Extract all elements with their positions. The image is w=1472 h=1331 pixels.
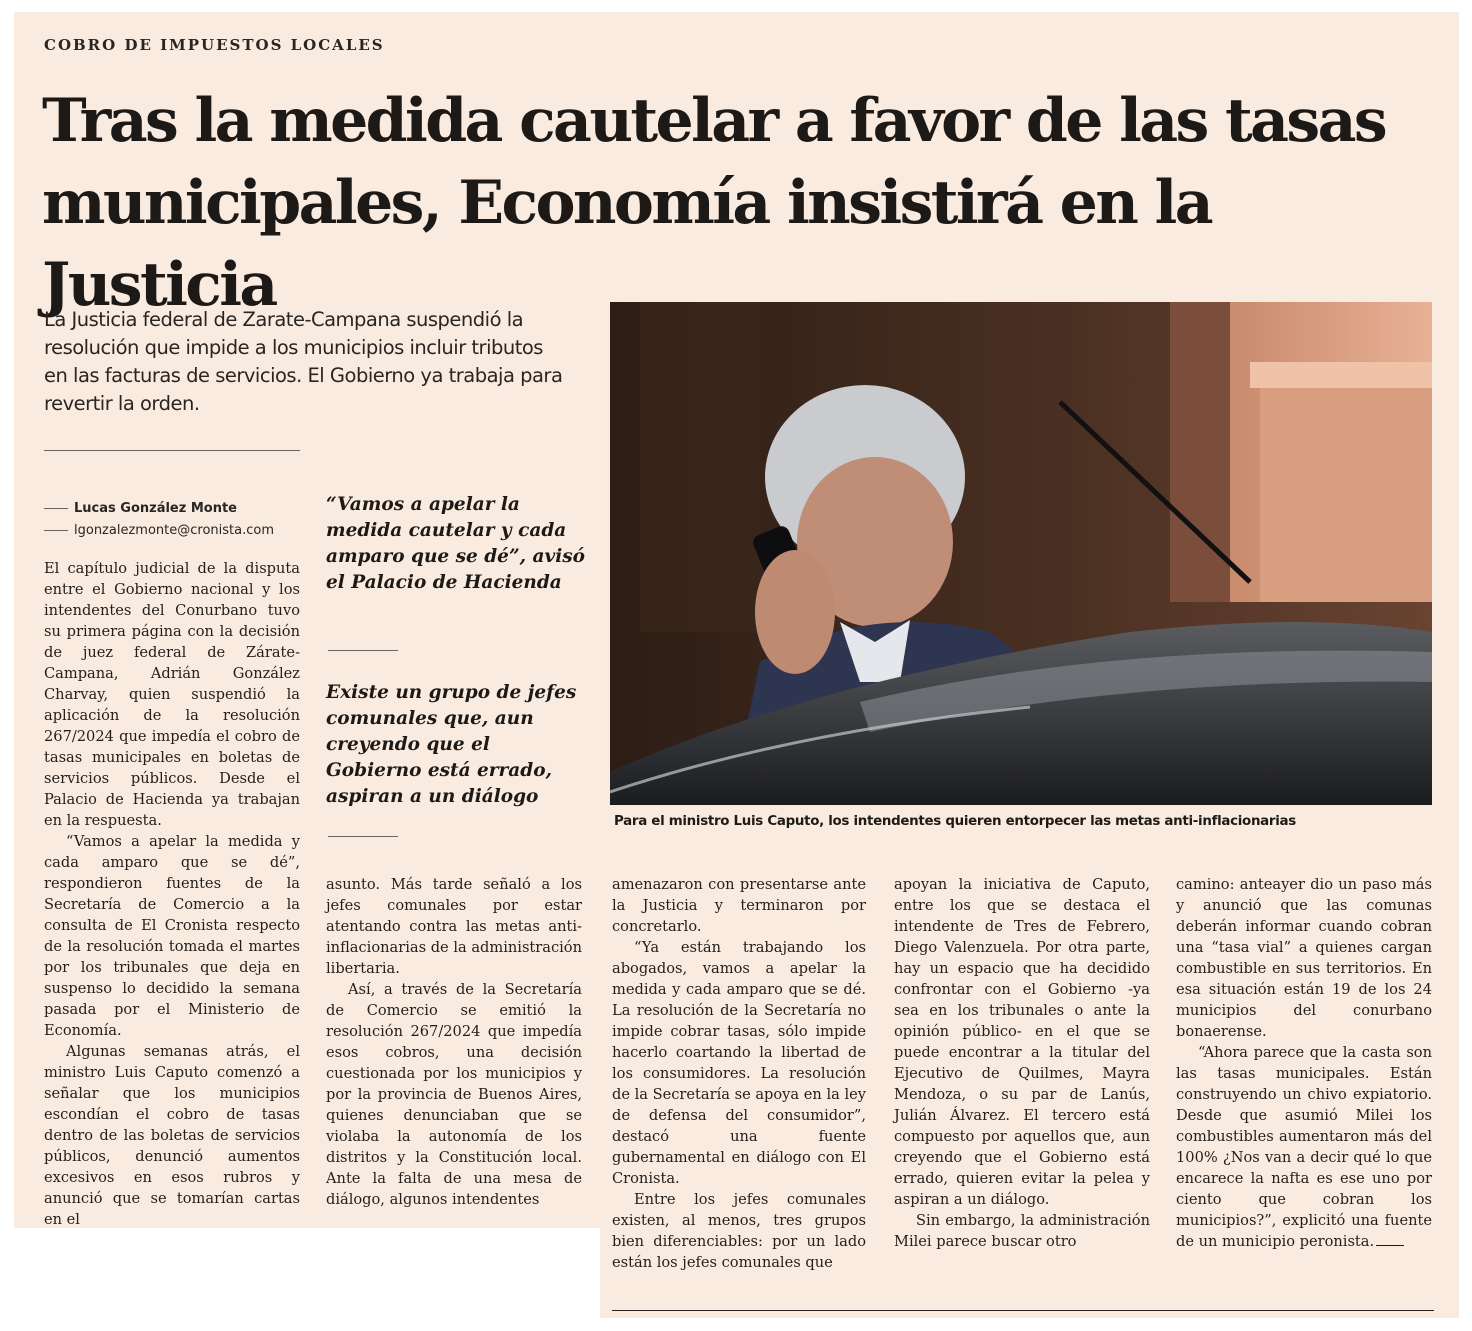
body-column-1	[44, 558, 300, 1230]
headline: Tras la medida cautelar a favor de las tasas municipales, Economía insistirá en la Justicia	[42, 86, 1386, 320]
body-paragraph: El capítulo judicial de la disputa entre el Gobierno nacional y los intendentes del Conurbano tuvo su primera página con la decisión de juez federal de Zárate-Campana, Adrián González Charvay, quien suspendió la aplicación de la resolución 267/2024 que impedía el cobro de tasas municipales en boletas de servicios públicos. Desde el Palacio de Hacienda ya trabajan en la respuesta.	[44, 560, 300, 829]
body-paragraph: Sin embargo, la administración Milei parece buscar otro	[894, 1212, 1150, 1250]
lead-divider	[44, 450, 300, 451]
body-paragraph: asunto. Más tarde señaló a los jefes comunales por estar atentando contra las metas anti-inflacionarias de la administración libertaria.	[326, 876, 582, 977]
byline-dash	[44, 508, 68, 509]
byline-dash	[44, 530, 68, 531]
end-mark	[1376, 1245, 1404, 1246]
body-column-5	[1176, 874, 1432, 1252]
body-column-3	[612, 874, 866, 1273]
bottom-rule	[612, 1310, 1434, 1311]
photo-caption: Para el ministro Luis Caputo, los intendentes quieren entorpecer las metas anti-inflacionarias	[614, 814, 1296, 829]
photo-illustration	[610, 302, 1432, 805]
body-paragraph: Entre los jefes comunales existen, al menos, tres grupos bien diferenciables: por un lado están los jefes comunales que	[612, 1191, 866, 1271]
body-paragraph: amenazaron con presentarse ante la Justicia y terminaron por concretarlo.	[612, 876, 866, 935]
body-column-2	[326, 874, 582, 1210]
pull-quote-2: Existe un grupo de jefes comunales que, aun creyendo que el Gobierno está errado, aspiran a un diálogo	[326, 682, 577, 807]
body-paragraph: “Vamos a apelar la medida y cada amparo que se dé”, respondieron fuentes de la Secretaría de Comercio a la consulta de El Cronista respecto de la resolución tomada el martes por los tribunales que deja en suspenso lo decidido la semana pasada por el Ministerio de Economía.	[44, 833, 300, 1039]
pull-quote-1: “Vamos a apelar la medida cautelar y cada amparo que se dé”, avisó el Palacio de Hacienda	[326, 494, 585, 593]
body-paragraph: Así, a través de la Secretaría de Comercio se emitió la resolución 267/2024 que impedía esos cobros, una decisión cuestionada por los municipios y por la provincia de Buenos Aires, quienes denunciaban que se violaba la autonomía de los distritos y la Constitución local. Ante la falta de una mesa de diálogo, algunos intendentes	[326, 981, 582, 1208]
body-paragraph: apoyan la iniciativa de Caputo, entre los que se destaca el intendente de Tres de Febrero, Diego Valenzuela. Por otra parte, hay un espacio que ha decidido confrontar con el Gobierno -ya sea en los tribunales o ante la opinión público- en el que se puede encontrar a la titular del Ejecutivo de Quilmes, Mayra Mendoza, o su par de Lanús, Julián Álvarez. El tercero está compuesto por aquellos que, aun creyendo que el Gobierno está errado, quieren evitar la pelea y aspiran a un diálogo.	[894, 876, 1150, 1208]
body-paragraph	[1176, 1042, 1432, 1252]
pull-quote-divider	[328, 836, 398, 837]
photo-luis-caputo	[610, 302, 1432, 805]
author-email[interactable]: lgonzalezmonte@cronista.com	[74, 523, 274, 538]
pull-quote-divider	[328, 650, 398, 651]
body-column-4	[894, 874, 1150, 1252]
body-paragraph-text: “Ahora parece que la casta son las tasas municipales. Están construyendo un chivo expiatorio. Desde que asumió Milei los combustibles aumentaron más del 100% ¿Nos van a decir qué lo que encarece la nafta es ese uno por ciento que cobran los municipios?”, explicitó una fuente de un municipio peronista.	[1176, 1044, 1432, 1250]
lead-paragraph: La Justicia federal de Zarate-Campana suspendió la resolución que impide a los municipios incluir tributos en las facturas de servicios. El Gobierno ya trabaja para revertir la orden.	[44, 308, 563, 415]
byline	[44, 498, 274, 542]
body-paragraph: camino: anteayer dio un paso más y anunció que las comunas deberán informar cuando cobran una “tasa vial” a quienes cargan combustible en sus territorios. En esa situación están 19 de los 24 municipios del conurbano bonaerense.	[1176, 876, 1432, 1040]
author-name: Lucas González Monte	[74, 501, 237, 516]
section-kicker: COBRO DE IMPUESTOS LOCALES	[44, 36, 385, 54]
body-paragraph: “Ya están trabajando los abogados, vamos a apelar la medida y cada amparo que se dé. La resolución de la Secretaría no impide cobrar tasas, sólo impide hacerlo coartando la libertad de los consumidores. La resolución de la Secretaría se apoya en la ley de defensa del consumidor”, destacó una fuente gubernamental en diálogo con El Cronista.	[612, 939, 867, 1187]
body-paragraph: Algunas semanas atrás, el ministro Luis Caputo comenzó a señalar que los municipios escondían el cobro de tasas dentro de las boletas de servicios públicos, denunció aumentos excesivos en esos rubros y anunció que se tomarían cartas en el	[44, 1043, 300, 1228]
